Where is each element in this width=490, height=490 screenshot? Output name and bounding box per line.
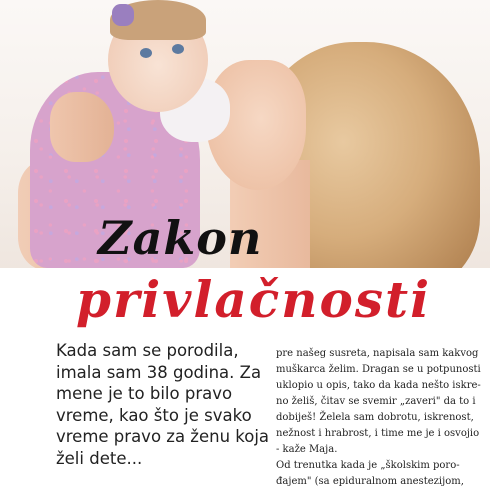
lead-line: mene je to bilo pravo xyxy=(56,384,233,403)
article-title-line1: Zakon xyxy=(98,211,263,265)
article-title-line2: privlačnosti xyxy=(76,270,432,329)
lead-line: Kada sam se porodila, xyxy=(56,341,239,360)
body-line: - kaže Maja. xyxy=(276,444,338,455)
baby-eye-right xyxy=(172,44,184,54)
mother-hand xyxy=(50,92,114,162)
lead-paragraph xyxy=(56,340,286,469)
body-text-column xyxy=(276,346,486,490)
baby-eye-left xyxy=(140,48,152,58)
body-line: pre našeg susreta, napisala sam kakvog xyxy=(276,348,479,359)
lead-line: vreme, kao što je svako xyxy=(56,405,252,425)
body-line: muškarca želim. Dragan se u potpunosti xyxy=(276,364,481,375)
hair-bow-icon xyxy=(112,4,134,26)
lead-line: vreme pravo za ženu koja xyxy=(56,427,270,446)
body-line: dobiješ! Želela sam dobrotu, iskrenost, xyxy=(276,412,474,423)
body-line: no želiš, čitav se svemir „zaveri" da to i xyxy=(276,396,476,407)
body-line: đajem" (sa epiduralnom anestezijom, xyxy=(276,476,464,487)
body-line: nežnost i hrabrost, i time me je i osvojio xyxy=(276,428,480,439)
lead-line: imala sam 38 godina. Za xyxy=(56,362,262,382)
body-line: uklopio u opis, tako da kada nešto iskre- xyxy=(276,380,481,391)
lead-line: želi dete... xyxy=(56,448,143,468)
body-line: Od trenutka kada je „školskim poro- xyxy=(276,460,460,471)
